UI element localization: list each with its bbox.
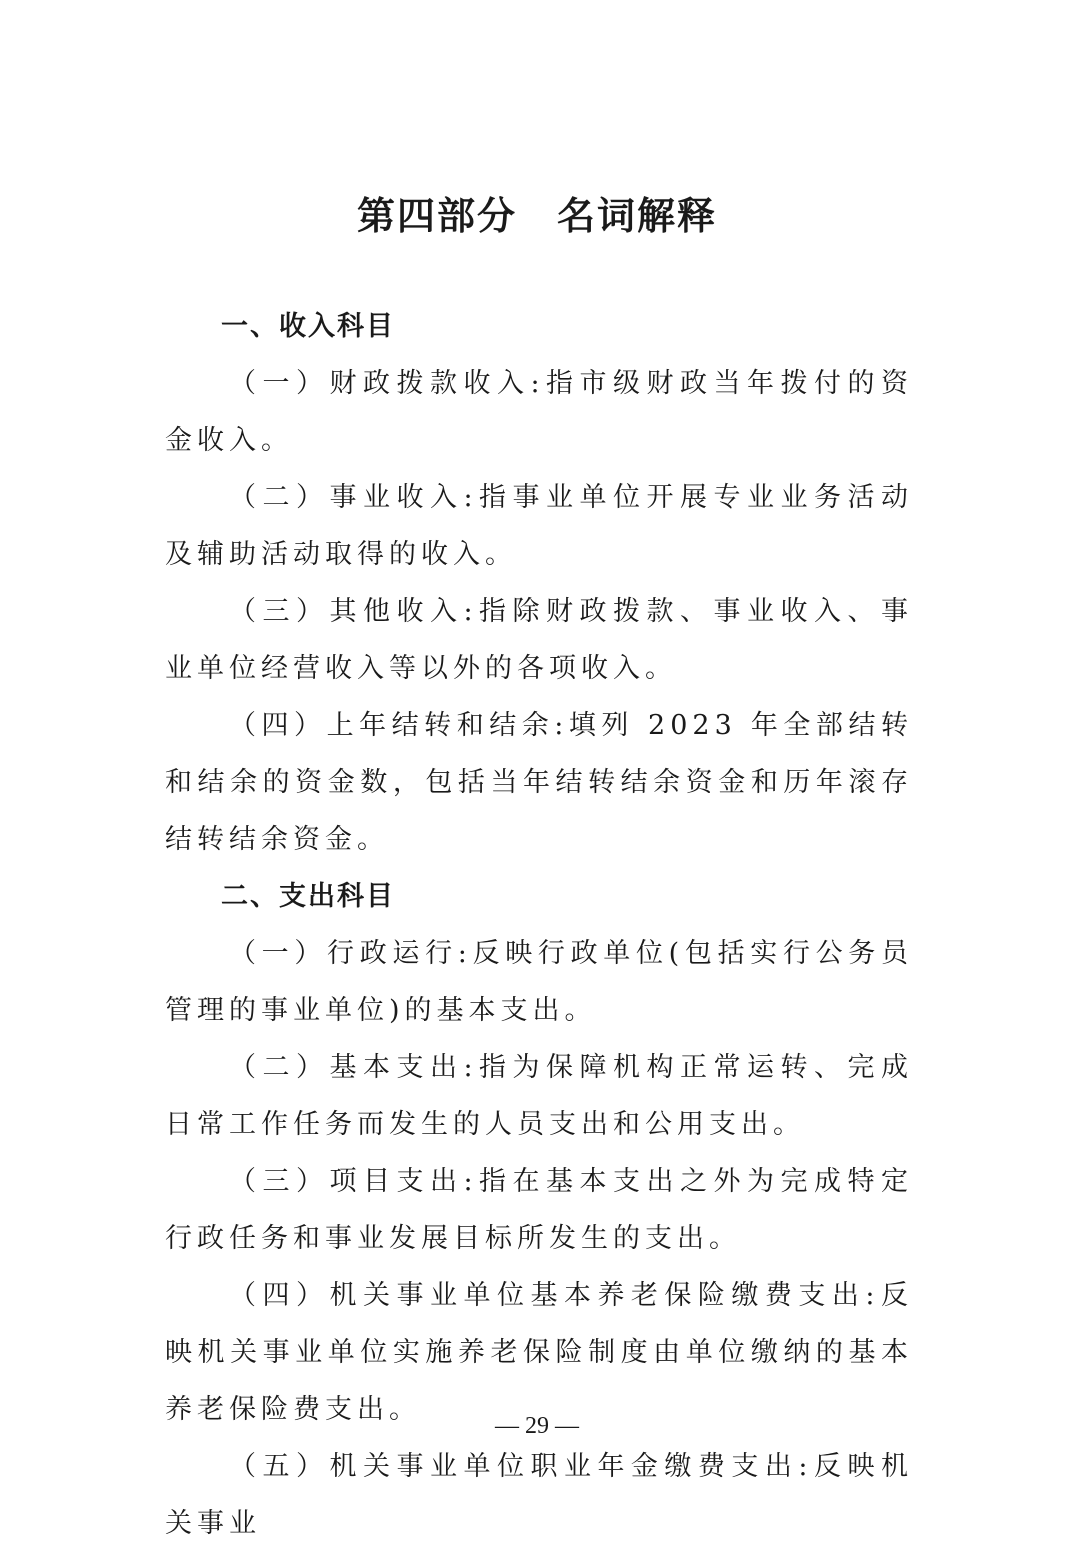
expenditure-item-admin-operation: （一）行政运行:反映行政单位(包括实行公务员管理的事业单位)的基本支出。 xyxy=(165,938,913,1026)
expenditure-item-project: （三）项目支出:指在基本支出之外为完成特定行政任务和事业发展目标所发生的支出。 xyxy=(165,1166,913,1254)
income-item-business: （二）事业收入:指事业单位开展专业业务活动及辅助活动取得的收入。 xyxy=(165,482,913,570)
expenditure-item-occupational-annuity: （五）机关事业单位职业年金缴费支出:反映机关事业 xyxy=(165,1451,913,1539)
income-item-fiscal-allocation: （一）财政拨款收入:指市级财政当年拨付的资金收入。 xyxy=(165,368,913,456)
expenditure-item-basic: （二）基本支出:指为保障机构正常运转、完成日常工作任务而发生的人员支出和公用支出。 xyxy=(165,1052,913,1140)
section-heading-income: 一、收入科目 xyxy=(221,311,395,342)
page-title: 第四部分 名词解释 xyxy=(356,193,717,238)
expenditure-item-pension-insurance: （四）机关事业单位基本养老保险缴费支出:反映机关事业单位实施养老保险制度由单位缴纳的基本养老保险费支出。 xyxy=(165,1280,913,1425)
document-body xyxy=(165,298,913,1552)
income-item-other: （三）其他收入:指除财政拨款、事业收入、事业单位经营收入等以外的各项收入。 xyxy=(165,596,913,684)
page-number: — 29 — xyxy=(495,1413,579,1439)
section-heading-expenditure: 二、支出科目 xyxy=(221,881,395,912)
income-item-carryover: （四）上年结转和结余:填列 2023 年全部结转和结余的资金数，包括当年结转结余资金和历年滚存结转结余资金。 xyxy=(165,710,913,855)
